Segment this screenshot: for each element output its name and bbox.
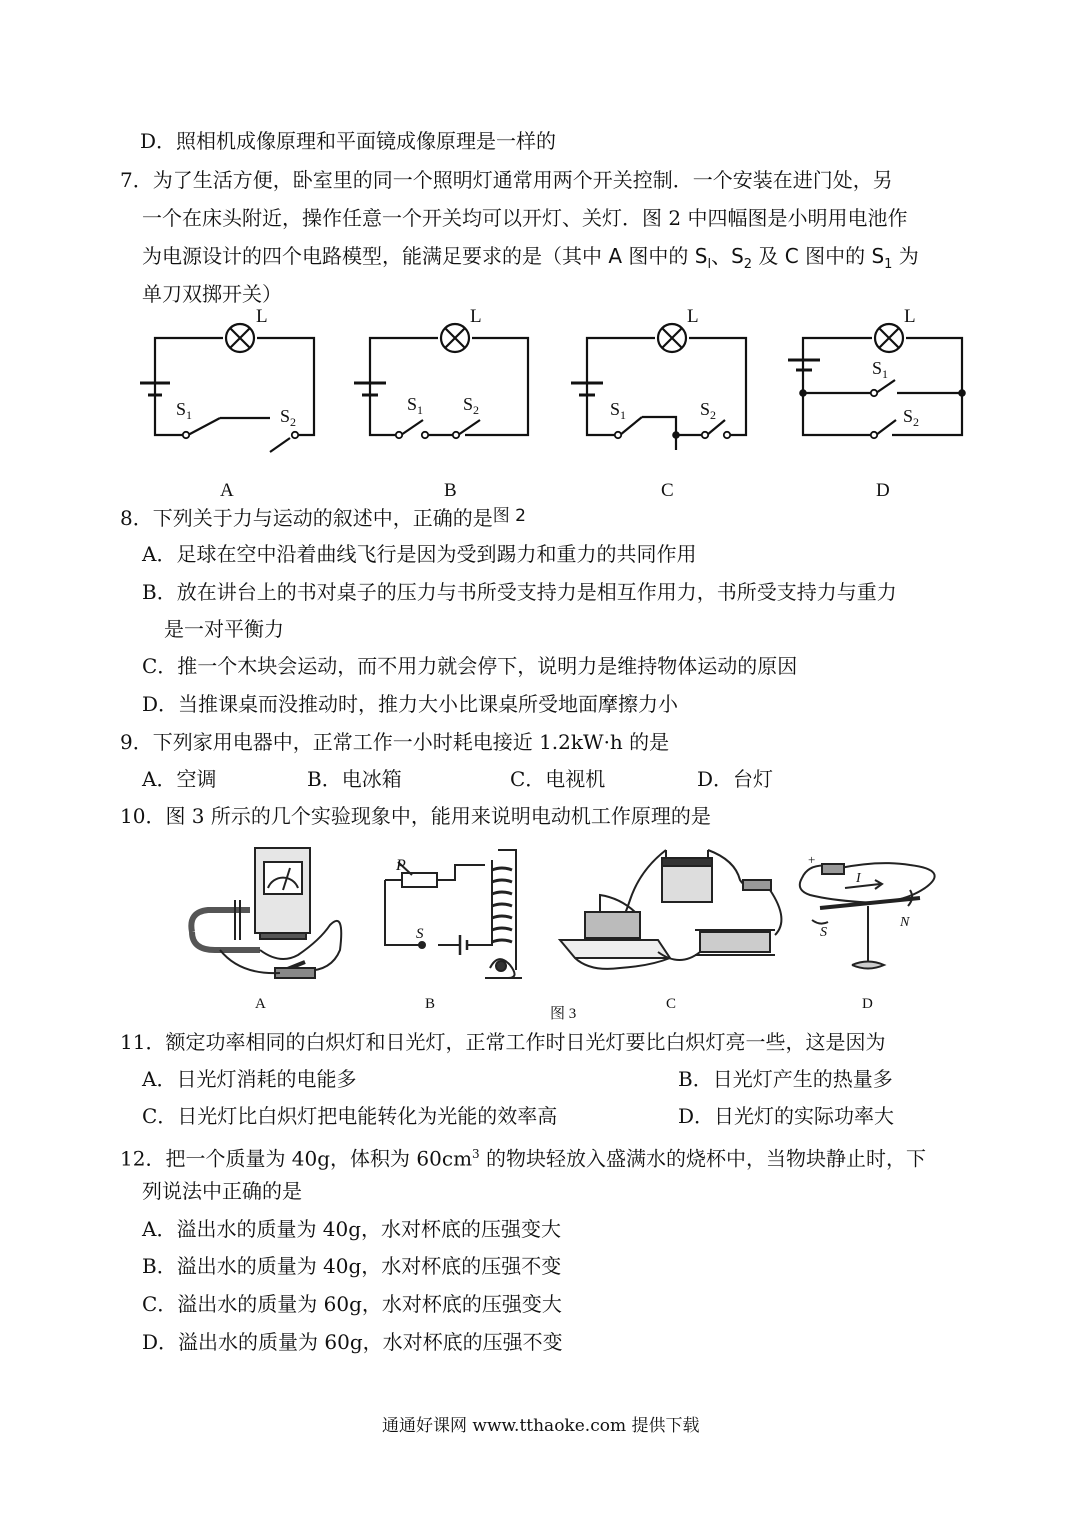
q7-stem-line1: 7．为了生活方便，卧室里的同一个照明灯通常用两个开关控制．一个安装在进门处，另: [120, 168, 893, 192]
switch-s1-d: $S_1$: [872, 358, 889, 381]
circuit-a: [140, 324, 314, 452]
experiment-c: [560, 850, 781, 969]
experiment-a: [191, 848, 341, 978]
q9-option-d: D．台灯: [697, 767, 774, 791]
figure-2-label: 图 2: [492, 506, 526, 526]
q10-stem: 10．图 3 所示的几个实验现象中，能用来说明电动机工作原理的是: [120, 804, 711, 828]
q7-stem-line2: 一个在床头附近，操作任意一个开关均可以开灯、关灯．图 2 中四幅图是小明用电池作: [142, 206, 908, 230]
q8-option-c: C．推一个木块会运动，而不用力就会停下，说明力是维持物体运动的原因: [142, 654, 798, 678]
q11-option-b: B．日光灯产生的热量多: [678, 1067, 893, 1091]
q8-option-b-line2: 是一对平衡力: [164, 617, 284, 641]
q9-option-b: B．电冰箱: [307, 767, 402, 791]
q11-stem: 11．额定功率相同的白炽灯和日光灯，正常工作时日光灯要比白炽灯亮一些，这是因为: [120, 1030, 886, 1054]
fig3-label-c: C: [666, 996, 677, 1012]
diagram-label-b: B: [444, 480, 457, 501]
q8-stem: 8．下列关于力与运动的叙述中，正确的是$^{图 2}$: [120, 506, 526, 530]
switch-s1-a: $S_1$: [176, 399, 193, 422]
figb-s-label: S: [416, 926, 424, 942]
circuit-d: [788, 324, 962, 435]
experiment-d: [800, 863, 935, 968]
q7-stem-line3: 为电源设计的四个电路模型，能满足要求的是（其中 A 图中的 $S_l$、$S_2$ 及 C 图中的 $S_1$ 为: [142, 244, 919, 272]
plus-sign: +: [808, 852, 816, 867]
switch-s1-b: $S_1$: [407, 394, 424, 417]
diagram-label-a: A: [220, 480, 234, 501]
figd-current-label: I: [856, 871, 861, 886]
figd-n-label: N: [900, 915, 910, 930]
figure-2-circuits: [120, 300, 980, 510]
figd-s-label: S: [820, 925, 827, 940]
q12-stem-line2: 列说法中正确的是: [142, 1179, 302, 1203]
q9-stem: 9．下列家用电器中，正常工作一小时耗电接近 1.2kW·h 的是: [120, 730, 670, 754]
circuit-b: [354, 324, 528, 435]
q12-option-a: A．溢出水的质量为 40g，水对杯底的压强变大: [142, 1217, 562, 1241]
q8-option-d: D．当推课桌而没推动时，推力大小比课桌所受地面摩擦力小: [142, 692, 679, 716]
lamp-label-c: L: [687, 306, 699, 327]
lamp-label-a: L: [256, 306, 268, 327]
q11-option-d: D．日光灯的实际功率大: [678, 1104, 895, 1128]
switch-s2-b: $S_2$: [463, 394, 480, 417]
switch-s1-c: $S_1$: [610, 399, 627, 422]
q7-stem-line4: 单刀双掷开关）: [142, 282, 282, 306]
q6-option-d: D．照相机成像原理和平面镜成像原理是一样的: [140, 129, 557, 153]
fig3-label-b: B: [425, 996, 436, 1012]
q12-option-b: B．溢出水的质量为 40g，水对杯底的压强不变: [142, 1254, 562, 1278]
q11-option-a: A．日光灯消耗的电能多: [142, 1067, 357, 1091]
q9-option-a: A．空调: [142, 767, 217, 791]
diagram-label-d: D: [876, 480, 890, 501]
lamp-label-b: L: [470, 306, 482, 327]
q11-option-c: C．日光灯比白炽灯把电能转化为光能的效率高: [142, 1104, 558, 1128]
q9-option-c: C．电视机: [510, 767, 606, 791]
figb-p-label: P: [396, 857, 406, 874]
switch-s2-a: $S_2$: [280, 406, 297, 429]
switch-s2-d: $S_2$: [903, 406, 920, 429]
page-footer: 通通好课网 www.tthaoke.com 提供下载: [382, 1416, 700, 1436]
q12-option-d: D．溢出水的质量为 60g，水对杯底的压强不变: [142, 1330, 563, 1354]
fig3-label-a: A: [255, 996, 266, 1012]
q8-option-b-line1: B．放在讲台上的书对桌子的压力与书所受支持力是相互作用力，书所受支持力与重力: [142, 580, 897, 604]
diagram-label-c: C: [661, 480, 674, 501]
lamp-label-d: L: [904, 306, 916, 327]
q8-option-a: A．足球在空中沿着曲线飞行是因为受到踢力和重力的共同作用: [142, 542, 697, 566]
figure-3-experiments: [180, 840, 950, 1020]
circuit-c: [571, 324, 746, 450]
switch-s2-c: $S_2$: [700, 399, 717, 422]
q12-option-c: C．溢出水的质量为 60g，水对杯底的压强变大: [142, 1292, 562, 1316]
figure-3-caption: 图 3: [550, 1006, 577, 1020]
q12-stem-line1: 12．把一个质量为 40g，体积为 $60cm^3$ 的物块轻放入盛满水的烧杯中，当物块静止时，下: [120, 1146, 927, 1171]
fig3-label-d: D: [862, 996, 873, 1012]
